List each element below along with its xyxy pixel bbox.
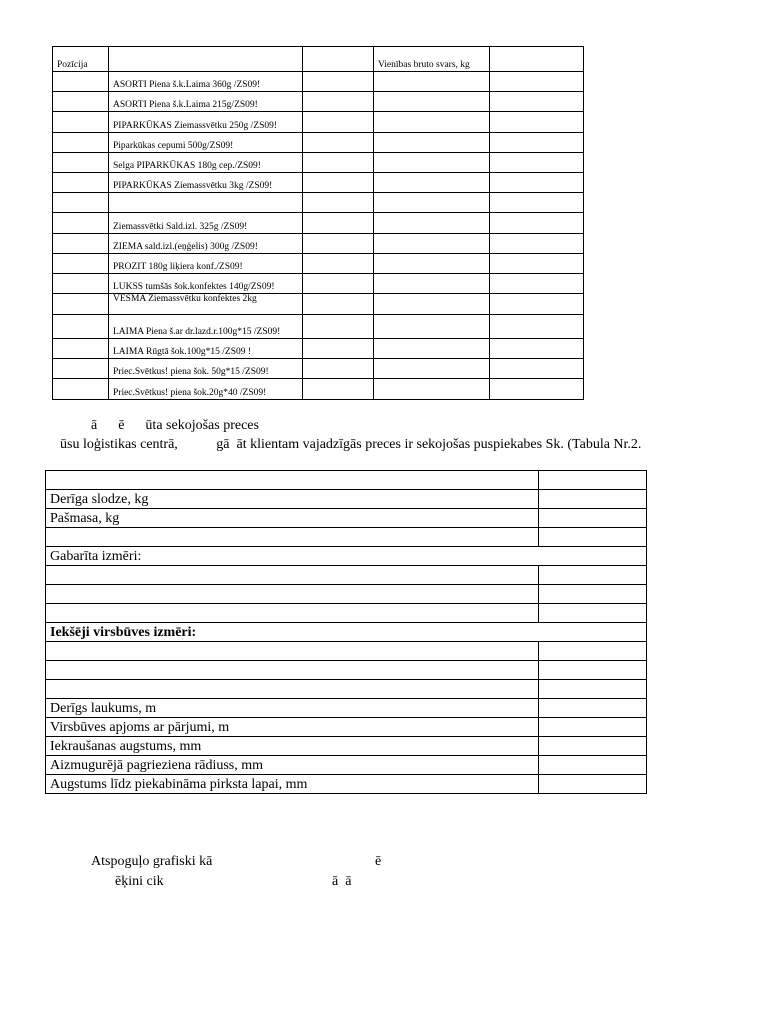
empty-cell: [374, 133, 490, 153]
spec-label-cell: Augstums līdz piekabināma pirksta lapai, mm: [46, 775, 539, 794]
spec-value-cell: [539, 528, 647, 547]
empty-cell: [303, 112, 374, 133]
spec-label-cell: Virsbūves apjoms ar pārjumi, m: [46, 718, 539, 737]
product-name-cell: ASORTI Piena š.k.Laima 360g /ZS09!: [109, 72, 303, 92]
spec-label-cell: [46, 566, 539, 585]
text-line-3-fragment: ē: [375, 854, 382, 869]
empty-cell: [53, 379, 109, 400]
spec-value-cell: [539, 490, 647, 509]
empty-cell: [53, 92, 109, 112]
empty-cell: [374, 274, 490, 294]
spec-row: [46, 775, 647, 794]
empty-cell: [374, 173, 490, 193]
spec-row: [46, 585, 647, 604]
spec-row: [46, 623, 647, 642]
spec-value-cell: [539, 604, 647, 623]
product-name-cell: VĒSMA Ziemassvētku konfektes 2kg: [109, 294, 303, 315]
product-name-cell: LAIMA Piena š.ar dr.lazd.r.100g*15 /ZS09!: [109, 315, 303, 339]
product-name-cell: PIPARKŪKAS Ziemassvētku 250g /ZS09!: [109, 112, 303, 133]
empty-cell: [53, 254, 109, 274]
table-row: [53, 254, 584, 274]
table-row: [53, 153, 584, 173]
empty-cell: [303, 274, 374, 294]
empty-cell: [374, 72, 490, 92]
spec-label-cell: [46, 642, 539, 661]
spec-value-cell: [539, 699, 647, 718]
empty-cell: [303, 213, 374, 234]
spec-label-cell: [46, 661, 539, 680]
header-cell: Vienības bruto svars, kg: [374, 47, 490, 72]
spec-label-cell: [46, 604, 539, 623]
table-row: [53, 133, 584, 153]
empty-cell: [374, 294, 490, 315]
empty-cell: [53, 213, 109, 234]
empty-cell: [374, 379, 490, 400]
spec-row: [46, 528, 647, 547]
text-line-1: ā ē ūta sekojošas preces: [91, 418, 259, 433]
spec-row: [46, 680, 647, 699]
empty-cell: [490, 193, 584, 213]
product-name-cell: Piparkūkas cepumi 500g/ZS09!: [109, 133, 303, 153]
spec-label-cell: Pašmasa, kg: [46, 509, 539, 528]
empty-cell: [303, 254, 374, 274]
table-row: [53, 72, 584, 92]
empty-cell: [53, 112, 109, 133]
product-name-cell: [109, 193, 303, 213]
spec-value-cell: [539, 509, 647, 528]
product-name-cell: Priec.Svētkus! piena šok. 50g*15 /ZS09!: [109, 359, 303, 379]
table-row: [53, 112, 584, 133]
empty-cell: [374, 359, 490, 379]
product-name-cell: ZIEMA sald.izl.(eņģelis) 300g /ZS09!: [109, 234, 303, 254]
spec-label-cell: Aizmugurējā pagrieziena rādiuss, mm: [46, 756, 539, 775]
empty-cell: [53, 72, 109, 92]
spec-row: [46, 718, 647, 737]
spec-value-cell: [539, 756, 647, 775]
text-line-4: ēķini cik: [115, 874, 164, 889]
empty-cell: [53, 359, 109, 379]
empty-cell: [303, 153, 374, 173]
empty-cell: [490, 92, 584, 112]
empty-cell: [490, 72, 584, 92]
table-row: [53, 193, 584, 213]
empty-cell: [303, 339, 374, 359]
empty-cell: [374, 234, 490, 254]
spec-row: [46, 547, 647, 566]
header-cell: [303, 47, 374, 72]
spec-row: [46, 566, 647, 585]
empty-cell: [53, 193, 109, 213]
table-row: [53, 294, 584, 315]
spec-value-cell: [539, 775, 647, 794]
spec-row: [46, 756, 647, 775]
spec-row: [46, 642, 647, 661]
product-name-cell: LAIMA Rūgtā šok.100g*15 /ZS09 !: [109, 339, 303, 359]
empty-cell: [490, 274, 584, 294]
empty-cell: [374, 153, 490, 173]
empty-cell: [303, 234, 374, 254]
empty-cell: [490, 294, 584, 315]
spec-row: [46, 471, 647, 490]
product-name-cell: LUKSS tumšās šok.konfektes 140g/ZS09!: [109, 274, 303, 294]
empty-cell: [490, 112, 584, 133]
spec-row: [46, 661, 647, 680]
table-row: [53, 92, 584, 112]
empty-cell: [303, 133, 374, 153]
empty-cell: [490, 254, 584, 274]
spec-value-cell: [539, 566, 647, 585]
empty-cell: [374, 112, 490, 133]
spec-value-cell: [539, 642, 647, 661]
empty-cell: [303, 193, 374, 213]
spec-row: [46, 737, 647, 756]
table-row: [53, 359, 584, 379]
empty-cell: [374, 315, 490, 339]
spec-row: [46, 604, 647, 623]
product-name-cell: Ziemassvētki Sald.izl. 325g /ZS09!: [109, 213, 303, 234]
empty-cell: [490, 213, 584, 234]
empty-cell: [374, 92, 490, 112]
spec-row: [46, 509, 647, 528]
text-line-4-fragment: ā ā: [332, 874, 352, 889]
spec-value-cell: [539, 680, 647, 699]
empty-cell: [53, 173, 109, 193]
empty-cell: [303, 72, 374, 92]
table-row: [53, 315, 584, 339]
empty-cell: [490, 153, 584, 173]
section-heading-cell: Iekšēji virsbūves izmēri:: [46, 623, 647, 642]
empty-cell: [53, 294, 109, 315]
spec-label-cell: Iekraušanas augstums, mm: [46, 737, 539, 756]
empty-cell: [374, 339, 490, 359]
header-cell: [490, 47, 584, 72]
spec-value-cell: [539, 737, 647, 756]
header-cell: [109, 47, 303, 72]
empty-cell: [490, 173, 584, 193]
empty-cell: [53, 153, 109, 173]
table-row: [53, 213, 584, 234]
header-cell: Pozīcija: [53, 47, 109, 72]
empty-cell: [53, 315, 109, 339]
spec-row: [46, 699, 647, 718]
empty-cell: [303, 359, 374, 379]
empty-cell: [490, 339, 584, 359]
product-name-cell: PIPARKŪKAS Ziemassvētku 3kg /ZS09!: [109, 173, 303, 193]
product-name-cell: Priec.Svētkus! piena šok.20g*40 /ZS09!: [109, 379, 303, 400]
empty-cell: [303, 294, 374, 315]
table-row: [53, 339, 584, 359]
empty-cell: [490, 379, 584, 400]
text-line-3: Atspoguļo grafiski kā: [91, 854, 213, 869]
trailer-specs-table: [45, 470, 647, 794]
spec-value-cell: [539, 471, 647, 490]
table-header-row: [53, 47, 584, 72]
spec-label-cell: Gabarīta izmēri:: [46, 547, 647, 566]
empty-cell: [303, 315, 374, 339]
product-name-cell: ASORTI Piena š.k.Laima 215g/ZS09!: [109, 92, 303, 112]
spec-label-cell: [46, 528, 539, 547]
spec-label-cell: [46, 585, 539, 604]
empty-cell: [303, 173, 374, 193]
empty-cell: [303, 92, 374, 112]
empty-cell: [53, 234, 109, 254]
table-row: [53, 274, 584, 294]
product-name-cell: Selga PIPARKŪKAS 180g cep./ZS09!: [109, 153, 303, 173]
empty-cell: [303, 379, 374, 400]
empty-cell: [374, 193, 490, 213]
empty-cell: [53, 274, 109, 294]
spec-label-cell: [46, 471, 539, 490]
text-line-2: ūsu loģistikas centrā, gā āt klientam vajadzīgās preces ir sekojošas puspiekabes Sk. (Tabula Nr.2.: [60, 437, 642, 452]
empty-cell: [53, 339, 109, 359]
spec-value-cell: [539, 585, 647, 604]
spec-value-cell: [539, 718, 647, 737]
product-table: [52, 46, 584, 400]
spec-value-cell: [539, 661, 647, 680]
spec-label-cell: Derīga slodze, kg: [46, 490, 539, 509]
spec-row: [46, 490, 647, 509]
empty-cell: [53, 133, 109, 153]
table-row: [53, 234, 584, 254]
spec-label-cell: Derīgs laukums, m: [46, 699, 539, 718]
empty-cell: [374, 254, 490, 274]
product-name-cell: PROZIT 180g liķiera konf./ZS09!: [109, 254, 303, 274]
empty-cell: [490, 315, 584, 339]
table-row: [53, 173, 584, 193]
empty-cell: [490, 234, 584, 254]
empty-cell: [490, 359, 584, 379]
empty-cell: [490, 133, 584, 153]
empty-cell: [374, 213, 490, 234]
table-row: [53, 379, 584, 400]
spec-label-cell: [46, 680, 539, 699]
